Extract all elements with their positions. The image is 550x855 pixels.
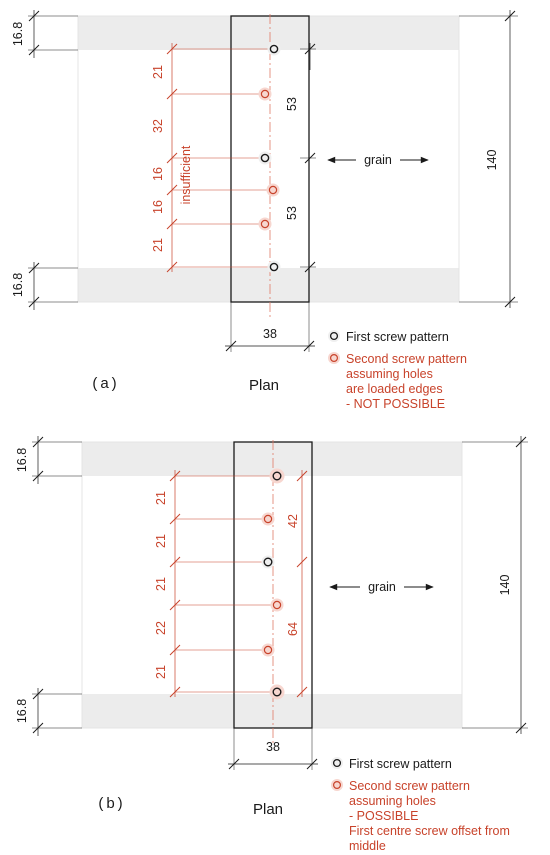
width-dim-b: 38	[266, 740, 280, 754]
first-screw-hole-icon	[268, 43, 281, 56]
second-screw-hole-icon	[271, 599, 284, 612]
grain-label-a: grain	[364, 153, 392, 167]
spacing-label: 16	[151, 167, 165, 181]
second-screw-hole-icon	[262, 644, 275, 657]
bottom-flange	[82, 694, 462, 728]
first-screw-hole-icon	[262, 556, 275, 569]
spacing-42: 42	[286, 514, 300, 528]
edge-dim-bottom-b: 16.8	[15, 698, 29, 724]
legend-second-line: - NOT POSSIBLE	[346, 397, 446, 411]
legend-second-line: Second screw pattern	[346, 352, 467, 366]
first-screw-hole-icon	[331, 757, 343, 769]
second-screw-hole-icon	[328, 352, 340, 364]
first-screw-hole-icon	[270, 685, 285, 700]
legend-first-b: First screw pattern	[349, 757, 452, 771]
legend-second-line: assuming holes	[349, 794, 436, 808]
edge-dim-bottom-a: 16.8	[11, 272, 25, 298]
spacing-label: 21	[151, 238, 165, 252]
diagram-b	[15, 436, 528, 853]
second-screw-hole-icon	[259, 218, 272, 231]
second-screw-hole-icon	[259, 88, 272, 101]
spacing-label: 21	[154, 665, 168, 679]
spacing-label: 21	[154, 577, 168, 591]
first-screw-hole-icon	[259, 152, 272, 165]
top-flange	[78, 16, 459, 50]
spacing-53-top: 53	[285, 97, 299, 111]
plan-label-b: Plan	[252, 801, 284, 818]
spacing-label: 22	[154, 621, 168, 635]
panel-label-b: (b)	[98, 795, 126, 812]
spacing-label: 21	[154, 491, 168, 505]
spacing-label: 16	[151, 200, 165, 214]
legend-second-line: Second screw pattern	[349, 779, 470, 793]
legend-b	[331, 757, 510, 853]
spacing-label: 21	[151, 65, 165, 79]
second-screw-hole-icon	[331, 779, 343, 791]
legend-first-a: First screw pattern	[346, 330, 449, 344]
legend-second-line: - POSSIBLE	[349, 809, 419, 823]
spacing-53-bottom: 53	[285, 206, 299, 220]
spacing-label: 21	[154, 534, 168, 548]
first-screw-hole-icon	[270, 469, 285, 484]
depth-dim-b: 140	[498, 574, 512, 596]
insufficient-note: insufficient	[179, 145, 193, 205]
legend-second-line: are loaded edges	[346, 382, 443, 396]
legend-second-line: assuming holes	[346, 367, 433, 381]
beam-outline	[82, 442, 462, 728]
legend-second-line: middle	[349, 839, 386, 853]
grain-label-b: grain	[368, 580, 396, 594]
edge-dim-top-b: 16.8	[15, 447, 29, 473]
spacing-label: 32	[151, 119, 165, 133]
first-screw-hole-icon	[328, 330, 340, 342]
diagram-a	[11, 10, 518, 411]
spacing-64: 64	[286, 622, 300, 636]
second-screw-hole-icon	[262, 513, 275, 526]
second-screw-hole-icon	[267, 184, 280, 197]
first-screw-hole-icon	[268, 261, 281, 274]
edge-dim-top-a: 16.8	[11, 21, 25, 47]
plan-label-a: Plan	[248, 377, 280, 394]
depth-dim-a: 140	[485, 149, 499, 171]
legend-second-line: First centre screw offset from	[349, 824, 510, 838]
legend-a	[328, 330, 467, 411]
panel-label-a: (a)	[92, 375, 120, 392]
width-dim-a: 38	[263, 327, 277, 341]
bottom-flange	[78, 268, 459, 302]
